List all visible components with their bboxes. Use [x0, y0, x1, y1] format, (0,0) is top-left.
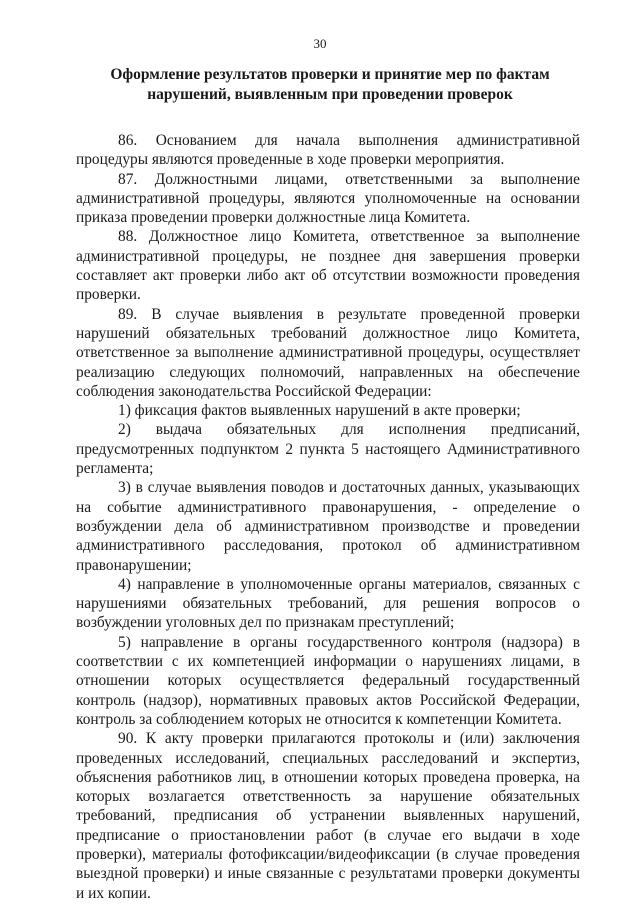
list-item-5: 5) направление в органы государственного контроля (надзора) в соответствии с их компетенцией информации о нарушениях лицами, в отношении которых осуществляется федеральный государственный контроль (надзор), нормативных правовых актов Российской Федерации, контроль за соблюдением которых не относится к компетенции Комитета. [76, 633, 580, 728]
paragraph-86: 86. Основанием для начала выполнения административной процедуры являются проведенные в ходе проверки мероприятия. [76, 132, 580, 169]
page-number: 30 [313, 36, 327, 51]
list-item-1: 1) фиксация фактов выявленных нарушений в акте проверки; [118, 402, 521, 420]
paragraph-90: 90. К акту проверки прилагаются протоколы и (или) заключения проведенных исследований, специальных расследований и экспертиз, объяснения работников лиц, в отношении которых проведена проверка, на которых возлагается ответственность за нарушение обязательных требований, предписания об устранении выявленных нарушений, предписание о приостановлении работ (в случае его выдачи в ходе проверки), материалы фотофиксации/видеофиксации (в случае проведения выездной проверки) и иные связанные с результатами проверки документы и их копии. [76, 730, 580, 902]
paragraph-87: 87. Должностными лицами, ответственными за выполнение административной процедуры, являются уполномоченные на основании приказа проведении проверки должностные лица Комитета. [76, 170, 580, 227]
list-item-3: 3) в случае выявления поводов и достаточных данных, указывающих на событие административного правонарушения, - определение о возбуждении дела об административном производстве и проведении административного расследования, протокол об административном правонарушении; [76, 479, 580, 574]
list-item-2: 2) выдача обязательных для исполнения предписаний, предусмотренных подпунктом 2 пункта 5 настоящего Административного регламента; [76, 421, 580, 478]
paragraph-88: 88. Должностное лицо Комитета, ответственное за выполнение административной процедуры, не позднее дня завершения проверки составляет акт проверки либо акт об отсутствии возможности проведения проверки. [76, 228, 580, 304]
paragraph-89: 89. В случае выявления в результате проведенной проверки нарушений обязательных требований должностное лицо Комитета, ответственное за выполнение административной процедуры, осуществляет реализацию следующих полномочий, направленных на обеспечение соблюдения законодательства Российской Федерации: [76, 305, 580, 400]
section-heading: Оформление результатов проверки и принятие мер по фактам нарушений, выявленным при проведении проверок [110, 66, 550, 103]
list-item-4: 4) направление в уполномоченные органы материалов, связанных с нарушениями обязательных требований, для решения вопросов о возбуждении уголовных дел по признакам преступлений; [76, 575, 580, 632]
document-body [76, 131, 580, 903]
